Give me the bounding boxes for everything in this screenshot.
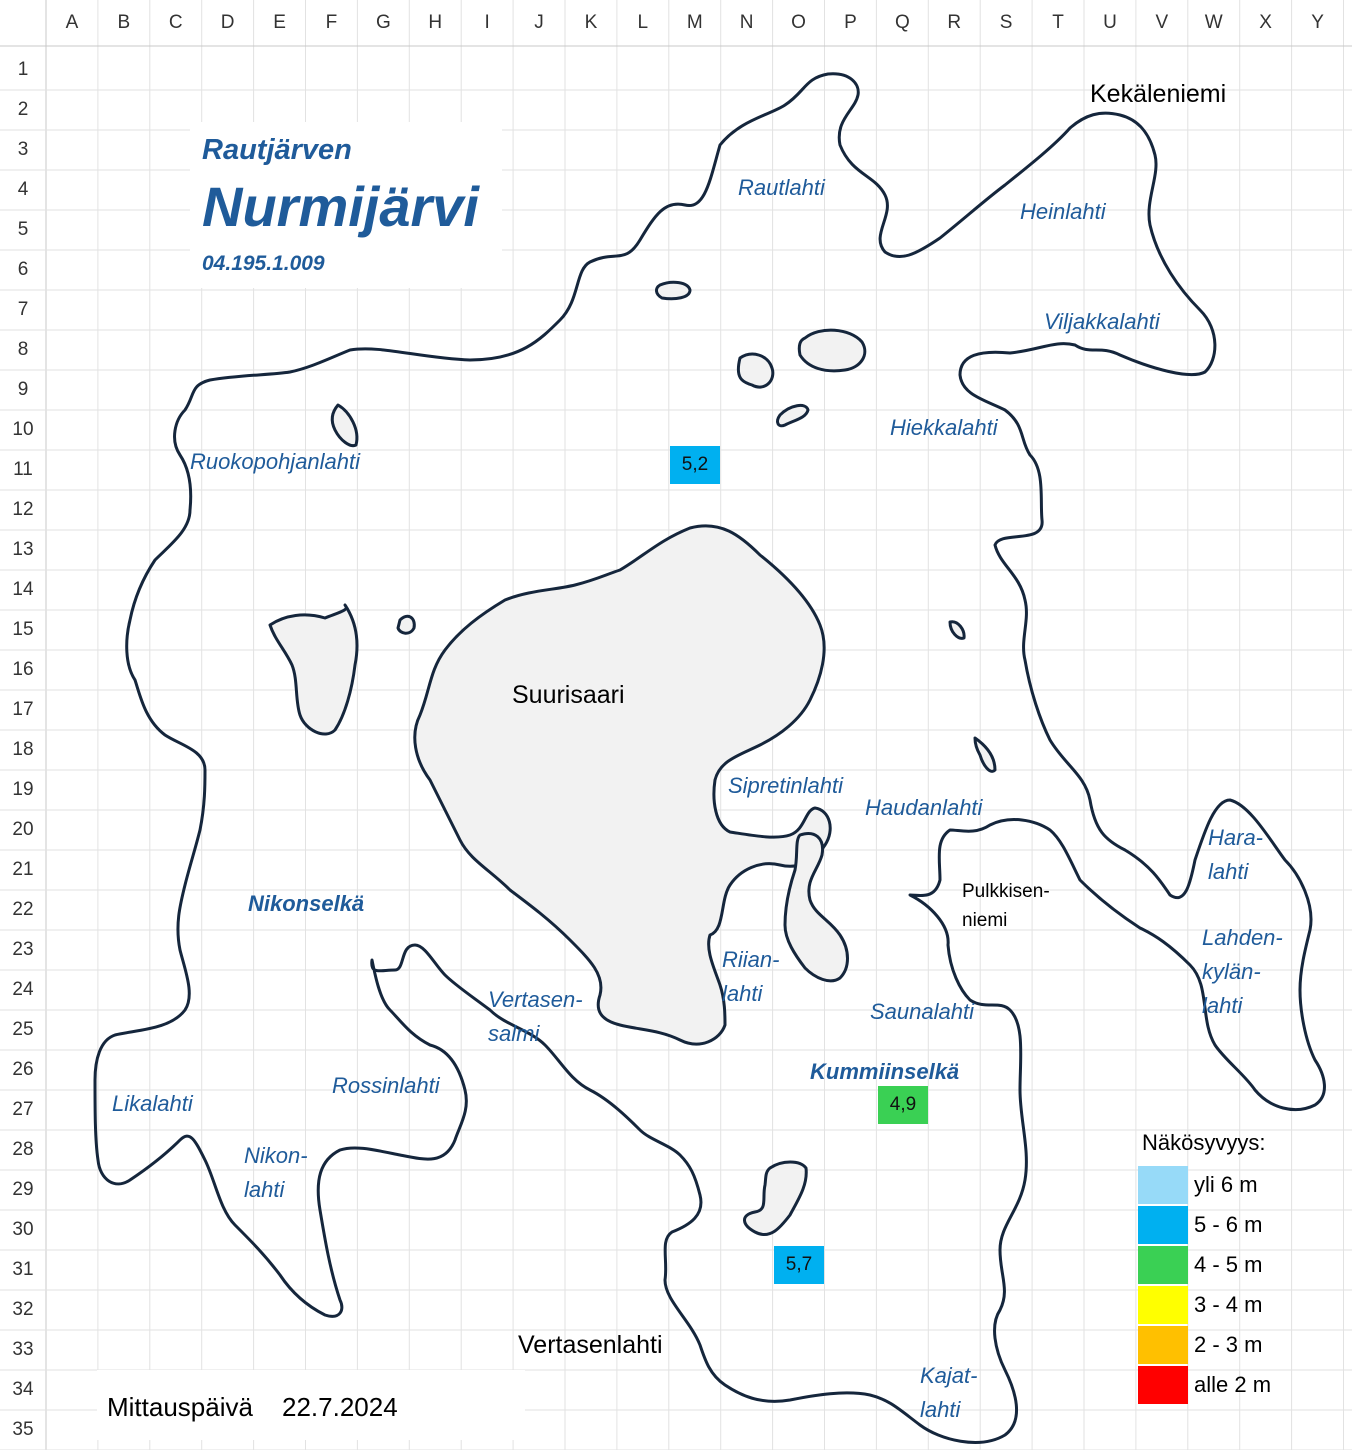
label-hiekkalahti: Hiekkalahti	[890, 415, 998, 440]
column-header-f[interactable]: F	[325, 12, 338, 33]
island-small-1	[398, 616, 414, 633]
row-header-7[interactable]: 7	[17, 299, 29, 320]
label-vertasen-1: Vertasen-	[488, 987, 583, 1012]
row-header-28[interactable]: 28	[12, 1139, 34, 1160]
legend-swatch	[1138, 1286, 1188, 1324]
row-header-14[interactable]: 14	[12, 579, 34, 600]
column-header-b[interactable]: B	[117, 12, 131, 33]
place-suurisaari: Suurisaari	[512, 681, 625, 709]
place-kekaleniemi: Kekäleniemi	[1090, 80, 1227, 108]
page-title: Nurmijärvi	[202, 175, 479, 238]
row-header-8[interactable]: 8	[17, 339, 29, 360]
island-small-3	[975, 738, 995, 771]
label-lahden-3: lahti	[1202, 993, 1243, 1018]
row-header-22[interactable]: 22	[12, 899, 34, 920]
label-rossinlahti: Rossinlahti	[332, 1073, 440, 1098]
column-header-q[interactable]: Q	[894, 12, 910, 33]
label-sipretinlahti: Sipretinlahti	[728, 773, 843, 798]
row-header-4[interactable]: 4	[17, 179, 29, 200]
label-hara-2: lahti	[1208, 859, 1249, 884]
legend-label: yli 6 m	[1194, 1172, 1258, 1197]
row-header-20[interactable]: 20	[12, 819, 34, 840]
label-nikonselka: Nikonselkä	[248, 891, 365, 916]
column-header-t[interactable]: T	[1052, 12, 1064, 33]
label-rautlahti: Rautlahti	[738, 175, 825, 200]
label-nikon-1: Nikon-	[244, 1143, 308, 1168]
legend-swatch	[1138, 1246, 1188, 1284]
depth-marker: 5,2	[670, 446, 720, 484]
row-header-13[interactable]: 13	[12, 539, 34, 560]
column-header-e[interactable]: E	[273, 12, 286, 33]
label-hara-1: Hara-	[1208, 825, 1264, 850]
island-north-4	[778, 405, 808, 425]
measurement-date-block	[97, 1370, 525, 1440]
legend-label: 2 - 3 m	[1194, 1332, 1263, 1357]
title-line1: Rautjärven	[202, 134, 352, 166]
column-header-x[interactable]: X	[1259, 12, 1272, 33]
legend-swatch	[1138, 1326, 1188, 1364]
label-kajat-1: Kajat-	[920, 1363, 978, 1388]
island-north-3	[656, 282, 690, 298]
label-saunalahti: Saunalahti	[870, 999, 974, 1024]
row-header-24[interactable]: 24	[12, 979, 34, 1000]
legend-label: alle 2 m	[1194, 1372, 1272, 1397]
row-header-17[interactable]: 17	[12, 699, 34, 720]
column-header-y[interactable]: Y	[1311, 12, 1324, 33]
row-header-31[interactable]: 31	[12, 1259, 34, 1280]
label-nikon-2: lahti	[244, 1177, 285, 1202]
row-header-21[interactable]: 21	[12, 859, 34, 880]
label-kummiinselka: Kummiinselkä	[810, 1059, 960, 1084]
column-header-i[interactable]: I	[484, 12, 490, 33]
legend-swatch	[1138, 1206, 1188, 1244]
row-header-15[interactable]: 15	[12, 619, 34, 640]
place-vertasenlahti: Vertasenlahti	[518, 1331, 663, 1359]
column-header-c[interactable]: C	[168, 12, 183, 33]
column-header-k[interactable]: K	[584, 12, 598, 33]
legend-label: 3 - 4 m	[1194, 1292, 1263, 1317]
depth-marker: 4,9	[878, 1086, 928, 1124]
column-header-n[interactable]: N	[739, 12, 754, 33]
row-header-6[interactable]: 6	[17, 259, 29, 280]
label-lahden-1: Lahden-	[1202, 925, 1283, 950]
row-header-16[interactable]: 16	[12, 659, 34, 680]
column-header-u[interactable]: U	[1103, 12, 1117, 33]
label-riian-1: Riian-	[722, 947, 780, 972]
island-south	[744, 1162, 806, 1235]
measurement-label: Mittauspäivä	[107, 1392, 253, 1422]
column-header-w[interactable]: W	[1204, 12, 1223, 33]
legend-label: 4 - 5 m	[1194, 1252, 1263, 1277]
row-header-26[interactable]: 26	[12, 1059, 34, 1080]
label-viljakkalahti: Viljakkalahti	[1044, 309, 1160, 334]
place-pulkkisen-2: niemi	[962, 910, 1008, 931]
label-vertasen-2: salmi	[488, 1021, 540, 1046]
legend-swatch	[1138, 1166, 1188, 1204]
column-header-p[interactable]: P	[844, 12, 857, 33]
row-header-30[interactable]: 30	[12, 1219, 34, 1240]
column-header-r[interactable]: R	[947, 12, 962, 33]
island-north-2	[738, 354, 772, 387]
label-likalahti: Likalahti	[112, 1091, 193, 1116]
row-header-27[interactable]: 27	[12, 1099, 34, 1120]
row-header-5[interactable]: 5	[17, 219, 29, 240]
row-header-23[interactable]: 23	[12, 939, 34, 960]
row-header-34[interactable]: 34	[12, 1379, 34, 1400]
lake-code: 04.195.1.009	[202, 252, 325, 275]
row-header-2[interactable]: 2	[17, 99, 29, 120]
island-west	[270, 605, 357, 734]
column-header-l[interactable]: L	[637, 12, 649, 33]
column-header-o[interactable]: O	[791, 12, 806, 33]
legend-label: 5 - 6 m	[1194, 1212, 1263, 1237]
row-header-19[interactable]: 19	[12, 779, 34, 800]
row-header-32[interactable]: 32	[12, 1299, 34, 1320]
place-pulkkisen-1: Pulkkisen-	[962, 881, 1050, 902]
depth-marker: 5,7	[774, 1246, 824, 1284]
row-header-9[interactable]: 9	[17, 379, 29, 400]
row-header-35[interactable]: 35	[12, 1419, 34, 1440]
column-header-m[interactable]: M	[686, 12, 703, 33]
island-north-1	[799, 330, 865, 371]
column-header-h[interactable]: H	[428, 12, 443, 33]
legend-swatch	[1138, 1366, 1188, 1404]
row-header-12[interactable]: 12	[12, 499, 34, 520]
column-header-j[interactable]: J	[534, 12, 544, 33]
column-header-v[interactable]: V	[1155, 12, 1169, 33]
label-heinlahti: Heinlahti	[1020, 199, 1106, 224]
measurement-date: 22.7.2024	[282, 1392, 398, 1422]
island-northwest	[332, 405, 357, 446]
row-header-10[interactable]: 10	[12, 419, 34, 440]
column-header-g[interactable]: G	[375, 12, 391, 33]
row-header-25[interactable]: 25	[12, 1019, 34, 1040]
label-kajat-2: lahti	[920, 1397, 961, 1422]
legend-title: Näkösyvyys:	[1142, 1130, 1266, 1155]
label-haudanlahti: Haudanlahti	[865, 795, 983, 820]
row-header-18[interactable]: 18	[12, 739, 34, 760]
row-header-11[interactable]: 11	[13, 459, 33, 480]
label-lahden-2: kylän-	[1202, 959, 1261, 984]
column-header-s[interactable]: S	[999, 12, 1013, 33]
island-small-2	[950, 622, 964, 639]
column-header-a[interactable]: A	[65, 12, 79, 33]
label-ruokopohjanlahti: Ruokopohjanlahti	[190, 449, 361, 474]
title-block	[190, 122, 502, 288]
row-header-33[interactable]: 33	[12, 1339, 34, 1360]
row-header-3[interactable]: 3	[17, 139, 29, 160]
row-header-29[interactable]: 29	[12, 1179, 34, 1200]
column-header-d[interactable]: D	[220, 12, 235, 33]
row-header-1[interactable]: 1	[17, 59, 29, 80]
label-riian-2: lahti	[722, 981, 763, 1006]
